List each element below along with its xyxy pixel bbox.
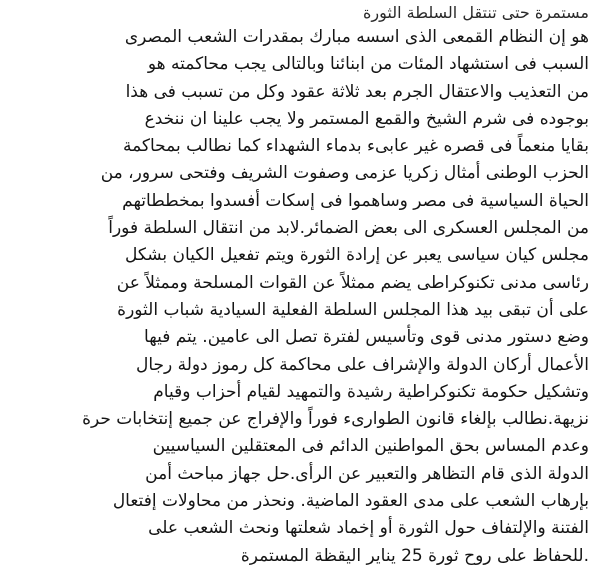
text-line: مجلس كيان سياسى يعبر عن إرادة الثورة ويتم تفعيل الكيان بشكل: [124, 245, 589, 266]
text-line: بوجوده فى شرم الشيخ والقمع المستمر ولا يجب علينا ان ننخدع: [144, 108, 589, 129]
text-line: الفتنة والإلتفاف حول الثورة أو إخماد شعلتها ونحث الشعب على: [148, 518, 589, 539]
text-line: وتشكيل حكومة تكنوكراطية رشيدة والتمهيد لقيام أحزاب وقيام: [153, 381, 589, 402]
text-line: بقايا منعماً فى قصره غير عابىء بدماء الشهداء كما نطالب بمحاكمة: [122, 136, 589, 157]
text-line: على أن تبقى بيد هذا المجلس السلطة الفعلية السيادية شباب الثورة: [117, 299, 589, 320]
text-line: بإرهاب الشعب على مدى العقود الماضية. ونحذر من محاولات إفتعال: [112, 491, 589, 512]
text-line: .للحفاظ على روح ثورة 25 يناير اليقظة المستمرة: [240, 545, 589, 566]
text-line: الحزب الوطنى أمثال زكريا عزمى وصفوت الشريف وفتحى سرور، من: [100, 163, 589, 184]
text-line: الحياة السياسية فى مصر وساهموا فى إسكات أفسدوا بمخططاتهم: [122, 190, 589, 211]
text-line: الأعمال أركان الدولة والإشراف على محاكمة كل رموز دولة رجال: [135, 354, 589, 375]
text-line: هو إن النظام القمعى الذى اسسه مبارك بمقدرات الشعب المصرى: [124, 27, 589, 47]
text-line: وضع دستور مدنى قوى وتأسيس لفترة تصل الى عامين. يتم فيها: [144, 327, 589, 348]
text-line: السبب فى استشهاد المئات من ابنائنا وبالتالى يجب محاكمته هو: [147, 54, 589, 75]
text-line: من التعذيب والاعتقال الجرم بعد ثلاثة عقود وكل من تسبب فى هذا: [125, 81, 589, 102]
text-line: رئاسى مدنى تكنوكراطى يضم ممثلاً عن القوات المسلحة وممثلاً عن: [116, 272, 589, 293]
text-line: الدولة الذى قام التظاهر والتعبير عن الرأى.حل جهاز مباحث أمن: [145, 463, 589, 484]
text-line: نزيهة.نطالب بإلغاء قانون الطوارىء فوراً والإفراج عن جميع إنتخابات حرة: [82, 409, 589, 430]
text-line: وعدم المساس بحق المواطنين الدائم فى المعتقلين السياسيين: [152, 436, 589, 457]
text-line: من المجلس العسكرى الى بعض الضمائر.لابد من انتقال السلطة فوراً: [108, 218, 589, 239]
document-title: مستمرة حتى تنتقل السلطة الثورة: [363, 3, 589, 22]
document-body: [4, 24, 589, 570]
